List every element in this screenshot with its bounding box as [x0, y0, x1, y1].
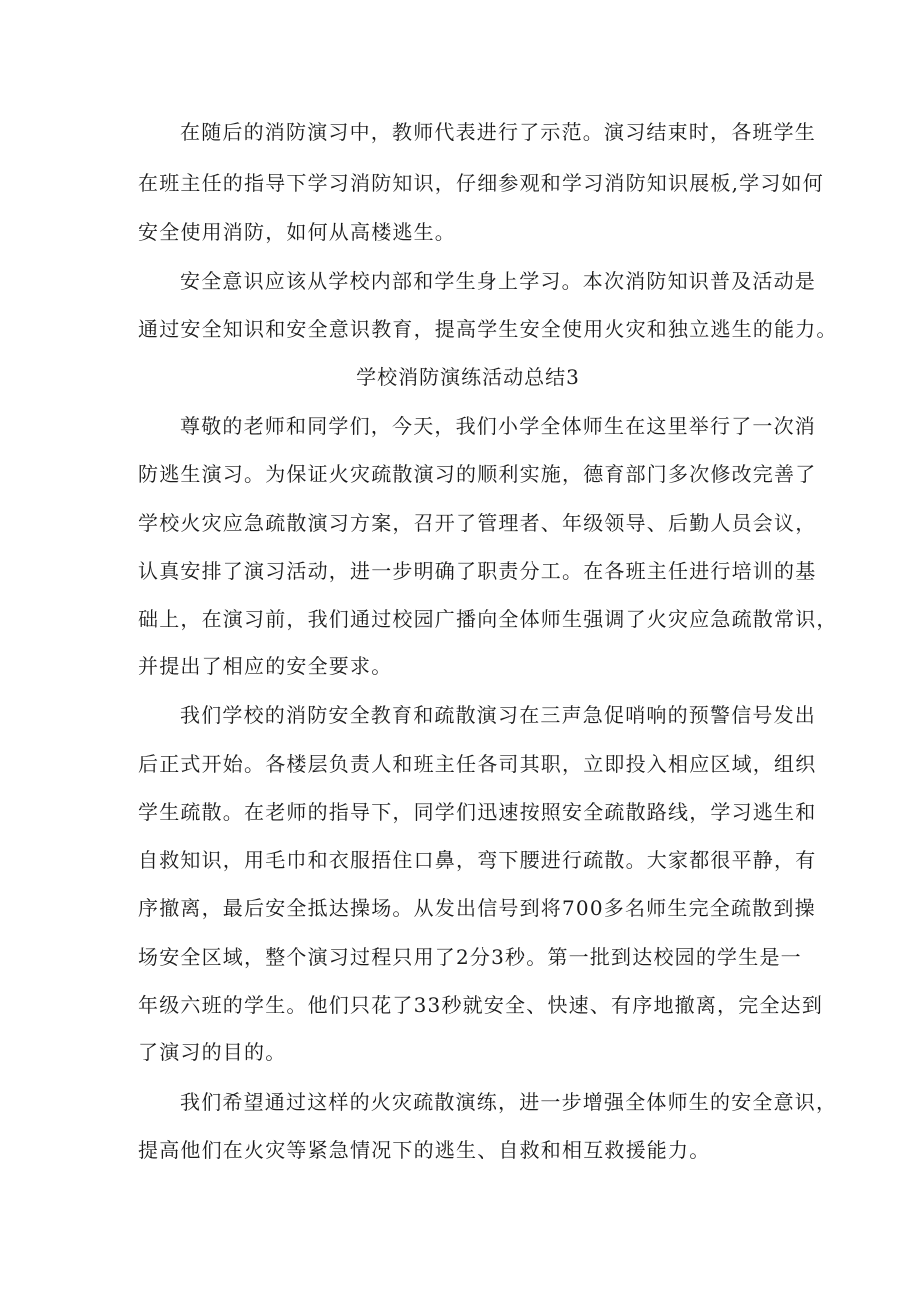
paragraph-4-line-2: 后正式开始。各楼层负责人和班主任各司其职，立即投入相应区域，组织	[138, 752, 817, 776]
paragraph-4-line-5: 序撤离，最后安全抵达操场。从发出信号到将700多名师生完全疏散到操	[138, 896, 816, 920]
paragraph-3-line-1: 尊敬的老师和同学们，今天，我们小学全体师生在这里举行了一次消	[180, 414, 816, 438]
paragraph-5-line-2: 提高他们在火灾等紧急情况下的逃生、自救和相互救援能力。	[138, 1138, 711, 1162]
paragraph-3-line-4: 认真安排了演习活动，进一步明确了职责分工。在各班主任进行培训的基	[138, 559, 817, 583]
paragraph-4-line-8: 了演习的目的。	[138, 1040, 287, 1064]
section-heading: 学校消防演练活动总结3	[356, 365, 580, 389]
paragraph-2-line-1: 安全意识应该从学校内部和学生身上学习。本次消防知识普及活动是	[180, 269, 816, 293]
paragraph-4-line-3: 学生疏散。在老师的指导下，同学们迅速按照安全疏散路线，学习逃生和	[138, 800, 817, 824]
paragraph-3-line-6: 并提出了相应的安全要求。	[138, 654, 393, 678]
paragraph-1-line-1: 在随后的消防演习中，教师代表进行了示范。演习结束时，各班学生	[180, 120, 816, 144]
paragraph-5-line-1: 我们希望通过这样的火灾疏散演练，进一步增强全体师生的安全意识，	[180, 1090, 838, 1114]
paragraph-1-line-3: 安全使用消防，如何从高楼逃生。	[138, 220, 456, 244]
paragraph-4-line-4: 自救知识，用毛巾和衣服捂住口鼻，弯下腰进行疏散。大家都很平静，有	[138, 848, 817, 872]
paragraph-1-line-2: 在班主任的指导下学习消防知识，仔细参观和学习消防知识展板,学习如何	[138, 171, 824, 195]
paragraph-4-line-7: 年级六班的学生。他们只花了33秒就安全、快速、有序地撤离，完全达到	[138, 993, 824, 1017]
paragraph-2-line-2: 通过安全知识和安全意识教育，提高学生安全使用火灾和独立逃生的能力。	[138, 317, 838, 341]
paragraph-3-line-5: 础上，在演习前，我们通过校园广播向全体师生强调了火灾应急疏散常识，	[138, 607, 838, 631]
paragraph-4-line-6: 场安全区域，整个演习过程只用了2分3秒。第一批到达校园的学生是一	[138, 945, 802, 969]
paragraph-3-line-2: 防逃生演习。为保证火灾疏散演习的顺利实施，德育部门多次修改完善了	[138, 462, 817, 486]
paragraph-4-line-1: 我们学校的消防安全教育和疏散演习在三声急促哨响的预警信号发出	[180, 703, 816, 727]
paragraph-3-line-3: 学校火灾应急疏散演习方案，召开了管理者、年级领导、后勤人员会议，	[138, 511, 817, 535]
